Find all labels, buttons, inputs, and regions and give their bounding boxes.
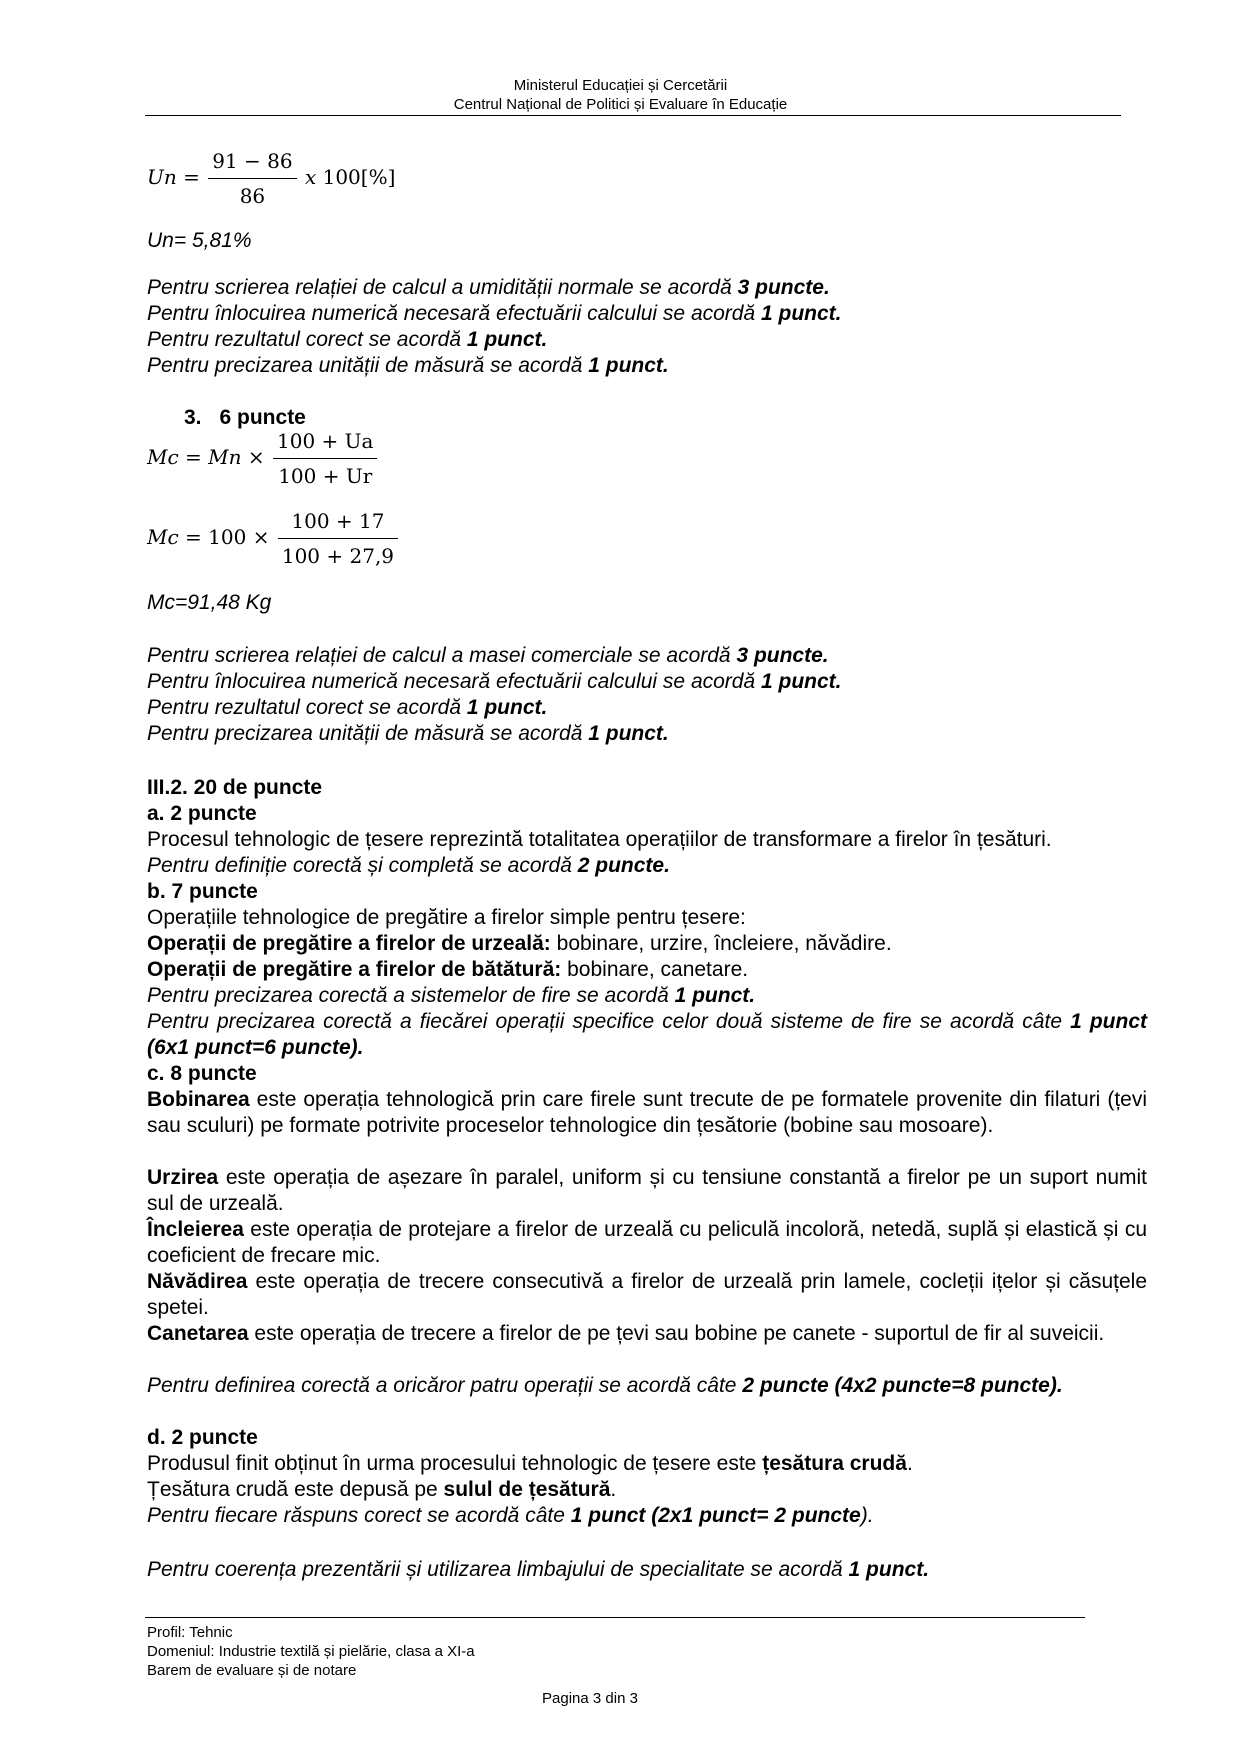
final-score: Pentru coerența prezentării și utilizarea limbajului de specialitate se acordă 1 punct. [147,1558,930,1581]
formula-un-lhs: Un [147,165,177,189]
formula-un-denominator: 86 [239,184,266,208]
score-mc-line-2: Pentru înlocuirea numerică necesară efectuării calcului se acordă 1 punct. [147,670,842,693]
section-iii2-title: III.2. 20 de puncte [147,776,323,799]
footer-rule [145,1617,1085,1618]
part-d-score: Pentru fiecare răspuns corect se acordă câte 1 punct (2x1 punct= 2 puncte). [147,1504,874,1527]
formula-mc-general: Mc = Mn × $\frac{100 + Ua}{100 + Ur}$ [147,426,379,491]
header-center: Centrul Național de Politici și Evaluare în Educație [453,96,788,113]
header-rule [145,115,1121,116]
footer-doc-type: Barem de evaluare și de notare [147,1662,357,1679]
part-d-title: d. 2 puncte [147,1426,258,1449]
part-a-score: Pentru definiție corectă și completă se acordă 2 puncte. [147,854,670,877]
page-number: Pagina 3 din 3 [542,1690,638,1707]
result-mc: Mc=91,48 Kg [147,591,272,614]
footer-domain: Domeniul: Industrie textilă și pielărie, clasa a XI-a [147,1643,475,1660]
footer-profile: Profil: Tehnic [147,1624,233,1641]
part-c-urzire: Urzirea este operația de așezare în paralel, uniform și cu tensiune constantă a firelor pe un suport numit sul de urzeală. [147,1166,1147,1215]
part-b-score-1: Pentru precizarea corectă a sistemelor de fire se acordă 1 punct. [147,984,756,1007]
q3-heading: 3. 6 puncte [184,406,306,429]
formula-un-numerator: 91 − 86 [208,146,296,179]
result-un: Un= 5,81% [147,229,252,252]
part-c-navadire: Năvădirea este operația de trecere consecutivă a firelor de urzeală prin lamele, cocleții ițelor și căsuțele spetei. [147,1270,1147,1319]
part-c-bobinare: Bobinarea este operația tehnologică prin care firele sunt trecute de pe formatele provenite din filaturi (țevi sau sculuri) pe formate potrivite proceselor tehnologice din țesătorie (bobine sau mosoare). [147,1088,1147,1137]
part-a-title: a. 2 puncte [147,802,257,825]
formula-un-fraction [208,146,296,211]
score-un-line-2: Pentru înlocuirea numerică necesară efectuării calcului se acordă 1 punct. [147,302,842,325]
header-ministry: Ministerul Educației și Cercetării [513,77,728,94]
formula-mc-numeric: Mc = 100 × $\frac{100 + 17}{100 + 27,9}$ [147,506,400,571]
formula-un-factor: x [304,165,317,189]
part-b-score-2: Pentru precizarea corectă a fiecărei operații specifice celor două sisteme de fire se acordă câte 1 punct (6x1 punct=6 puncte). [147,1010,1147,1059]
part-c-canetare: Canetarea este operația de trecere a firelor de pe țevi sau bobine pe canete - suportul de fir al suveicii. [147,1322,1105,1345]
part-b-intro: Operațiile tehnologice de pregătire a firelor simple pentru țesere: [147,906,746,929]
part-b-warp-ops: Operații de pregătire a firelor de urzeală: bobinare, urzire, încleiere, năvădire. [147,932,892,955]
part-c-incleiere: Încleierea este operația de protejare a firelor de urzeală cu peliculă incoloră, netedă, suplă și elastică și cu coeficient de frecare mic. [147,1218,1147,1267]
part-c-score: Pentru definirea corectă a oricăror patru operații se acordă câte 2 puncte (4x2 puncte=8 puncte). [147,1374,1063,1397]
part-b-title: b. 7 puncte [147,880,258,903]
part-d-line-1: Produsul finit obținut în urma procesului tehnologic de țesere este țesătura crudă. [147,1452,913,1475]
score-mc-line-1: Pentru scrierea relației de calcul a masei comerciale se acordă 3 puncte. [147,644,829,667]
score-un-line-1: Pentru scrierea relației de calcul a umidității normale se acordă 3 puncte. [147,276,830,299]
score-mc-line-4: Pentru precizarea unității de măsură se acordă 1 punct. [147,722,669,745]
formula-un-rest: 100[%] [322,165,396,189]
formula-mc-fraction: $\frac{100 + Ua}{100 + Ur}$ [273,426,377,491]
score-un-line-3: Pentru rezultatul corect se acordă 1 punct. [147,328,548,351]
formula-mc-numeric-fraction: $\frac{100 + 17}{100 + 27,9}$ [278,506,398,571]
part-b-weft-ops: Operații de pregătire a firelor de bătătură: bobinare, canetare. [147,958,749,981]
part-d-line-2: Țesătura crudă este depusă pe sulul de țesătură. [147,1478,617,1501]
part-c-title: c. 8 puncte [147,1062,257,1085]
part-a-text: Procesul tehnologic de țesere reprezintă totalitatea operațiilor de transformare a firelor în țesături. [147,828,1052,851]
score-un-line-4: Pentru precizarea unității de măsură se acordă 1 punct. [147,354,669,377]
score-mc-line-3: Pentru rezultatul corect se acordă 1 punct. [147,696,548,719]
formula-un: Un = $\frac{91 - 86}{86}$ x 100[%] [147,146,395,211]
